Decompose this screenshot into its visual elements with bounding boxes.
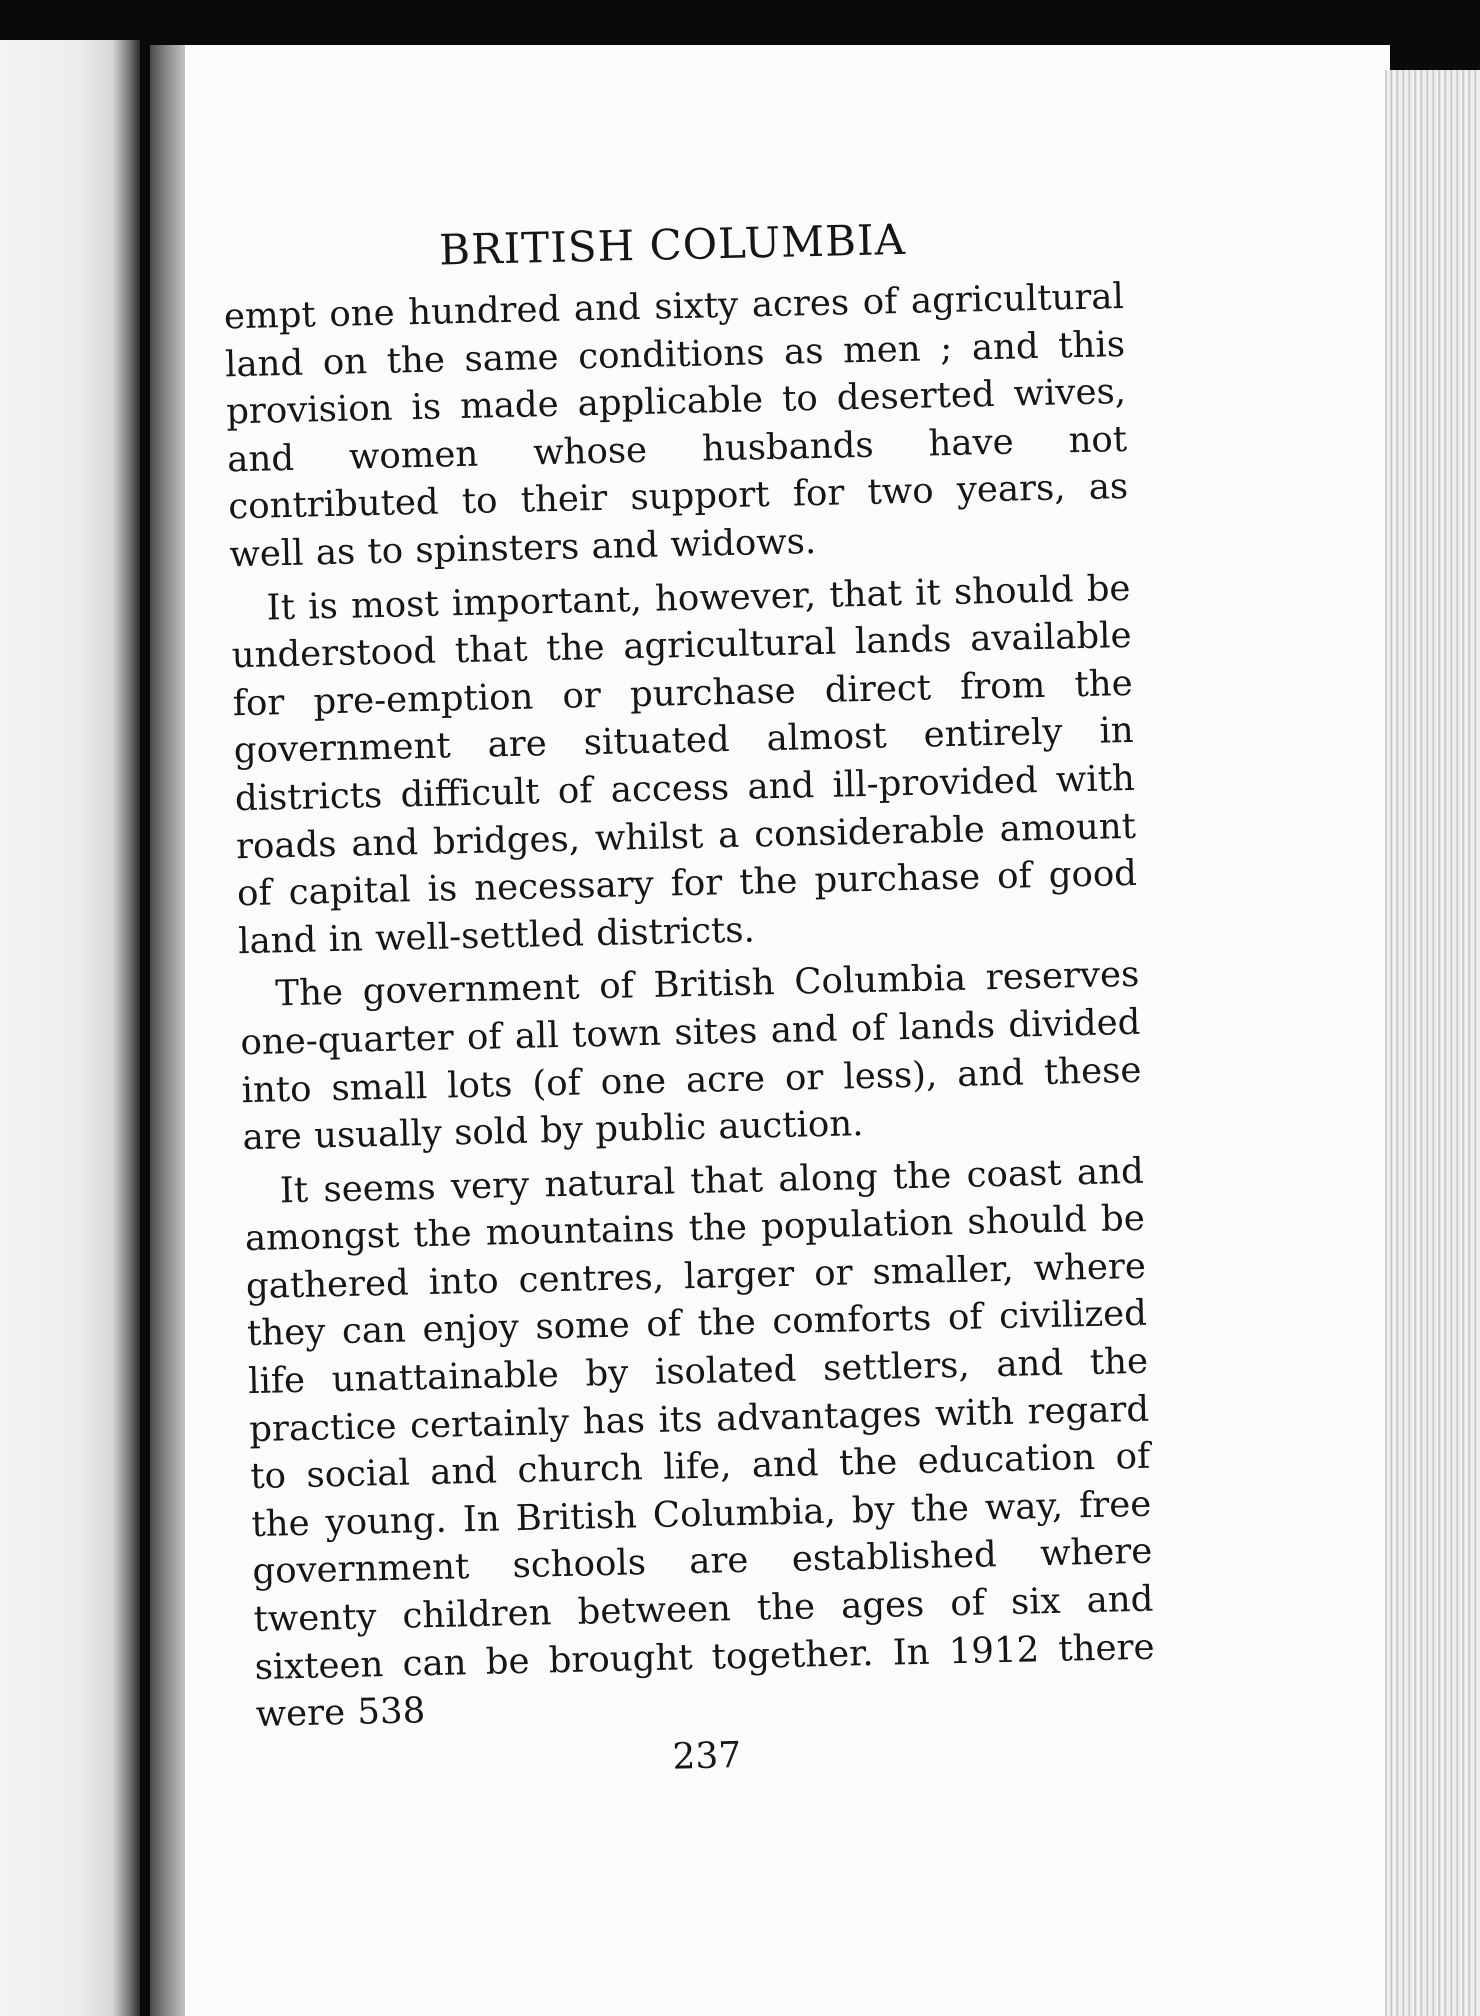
running-head: BRITISH COLUMBIA: [438, 214, 907, 275]
paragraph-agricultural-lands: It is most important, however, that it should be understood that the agricultural lands available for pre-emption or purchase direct from the government are situated almost entirely in districts difficult of access and ill-provided with roads and bridges, whilst a considerable amount of capital is necessary for the purchase of good land in well-settled districts.: [231, 567, 1138, 962]
paragraph-population-centres: It seems very natural that along the coast and amongst the mountains the population should be gathered into centres, larger or smaller, where they can enjoy some of the comforts of civilized life unattainable by isolated settlers, and the practice certainly has its advantages with regard to social and church life, and the education of the young. In British Columbia, by the way, free government schools are established where twenty children between the ages of six and sixteen can be brought together. In 1912 there were 538: [244, 1150, 1155, 1736]
page-number: 237: [672, 1734, 742, 1778]
left-page-edge: [0, 40, 140, 2016]
page-edges: [1385, 70, 1480, 2016]
page-text-block: [222, 205, 1157, 1795]
paragraph-town-sites: The government of British Columbia reserves one-quarter of all town sites and of lands divided into small lots (of one acre or less), and these are usually sold by public auction.: [240, 954, 1142, 1159]
paragraph-continuation: empt one hundred and sixty acres of agricultural land on the same conditions as men ; and this provision is made applicable to deserted wives, and women whose husbands have not contributed to their support for two years, as well as to spinsters and widows.: [223, 275, 1129, 576]
